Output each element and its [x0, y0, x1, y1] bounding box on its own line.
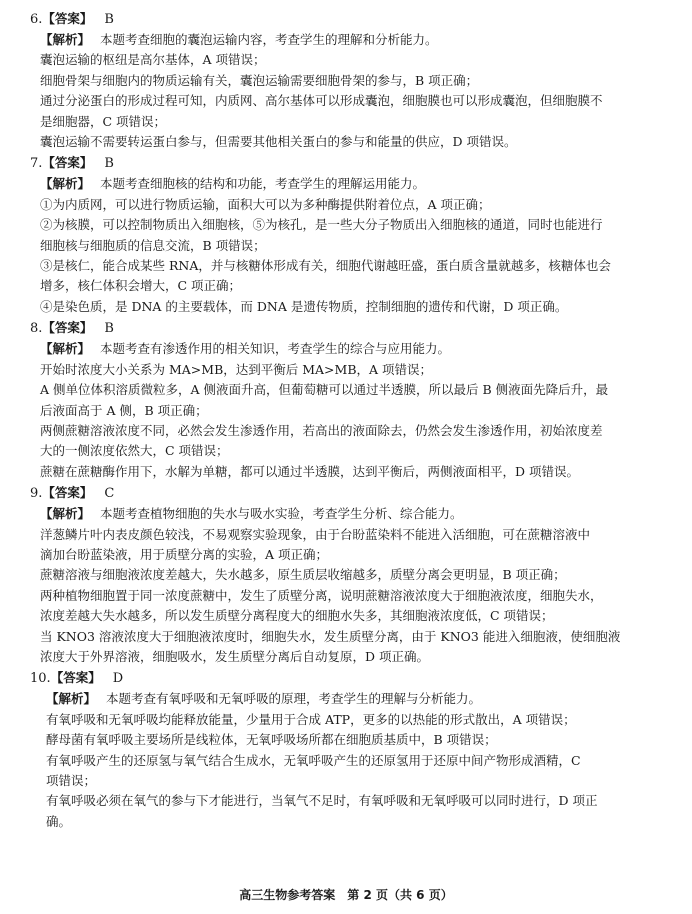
analysis-text: 滴加台盼蓝染液，用于质壁分离的实验，A 项正确； [40, 546, 329, 562]
analysis-text: 大的一侧浓度依然大，C 项错误； [40, 443, 229, 459]
question-number: 6. [30, 12, 43, 27]
question-8 [30, 317, 670, 482]
analysis-text: 后液面高于 A 侧，B 项正确； [40, 402, 208, 418]
analysis-text: 有氧呼吸必须在氧气的参与下才能进行，当氧气不足时，有氧呼吸和无氧呼吸可以同时进行，D 项正 [46, 793, 598, 809]
analysis-tag: 【解析】 [40, 341, 91, 357]
analysis-text: 囊泡运输的枢纽是高尔基体，A 项错误； [40, 52, 266, 68]
question-10 [30, 667, 670, 832]
analysis-text: 本题考查细胞核的结构和功能，考查学生的理解运用能力。 [100, 176, 426, 192]
analysis-tag: 【解析】 [40, 32, 91, 47]
analysis-text: 本题考查植物细胞的失水与吸水实验，考查学生分析、综合能力。 [100, 506, 463, 522]
analysis-tag: 【解析】 [40, 506, 91, 522]
analysis-text: 浓度差越大失水越多，所以发生质壁分离程度大的细胞水失多，其细胞液浓度低，C 项错误； [40, 608, 554, 624]
answer-tag: 【答案】 [50, 670, 101, 686]
analysis-text: A 侧单位体积溶质微粒多，A 侧液面升高，但葡萄糖可以通过半透膜，所以最后 B 侧液面先降后升，最 [40, 382, 609, 398]
analysis-text: 蔗糖溶液与细胞液浓度差越大，失水越多，原生质层收缩越多，质壁分离会更明显，B 项正确； [40, 567, 566, 583]
question-number: 9. [30, 486, 43, 502]
answer-value: C [104, 486, 115, 502]
analysis-text: 有氧呼吸产生的还原氢与氧气结合生成水，无氧呼吸产生的还原氢用于还原中间产物形成酒精，C [46, 752, 581, 768]
question-7 [30, 152, 670, 317]
question-number: 8. [30, 321, 43, 337]
analysis-text: 细胞骨架与细胞内的物质运输有关，囊泡运输需要细胞骨架的参与，B 项正确； [40, 72, 479, 88]
analysis-text: 项错误； [46, 773, 97, 788]
answer-value: B [104, 156, 114, 172]
analysis-text: ②为核膜，可以控制物质出入细胞核，⑤为核孔，是一些大分子物质出入细胞核的通道，同时也能进行 [40, 217, 603, 233]
analysis-text: ①为内质网，可以进行物质运输，面积大可以为多种酶提供附着位点，A 项正确； [40, 196, 491, 212]
question-6-header [30, 8, 670, 30]
analysis-text: 本题考查细胞的囊泡运输内容，考查学生的理解和分析能力。 [100, 32, 438, 47]
analysis-line [30, 504, 670, 524]
question-9 [30, 482, 670, 667]
answer-value: D [112, 671, 124, 687]
analysis-text: 增多，核仁体积会增大，C 项正确； [40, 278, 242, 294]
analysis-text: 本题考查有氧呼吸和无氧呼吸的原理，考查学生的理解与分析能力。 [106, 691, 482, 707]
analysis-text: 是细胞器，C 项错误； [40, 113, 167, 129]
question-7-header [30, 152, 670, 174]
answer-tag: 【答案】 [42, 485, 93, 501]
question-9-header [30, 482, 670, 504]
analysis-text: 通过分泌蛋白的形成过程可知，内质网、高尔基体可以形成囊泡，细胞膜也可以形成囊泡，但细胞膜不 [40, 93, 603, 109]
answer-tag: 【答案】 [42, 155, 93, 171]
analysis-line [30, 30, 670, 50]
analysis-tag: 【解析】 [46, 691, 97, 707]
analysis-text: 开始时浓度大小关系为 MA>MB，达到平衡后 MA>MB，A 项错误； [40, 361, 433, 377]
question-8-header [30, 317, 670, 339]
analysis-text: 两侧蔗糖溶液浓度不同，必然会发生渗透作用，若高出的液面除去，仍然会发生渗透作用，初始浓度差 [40, 422, 603, 438]
answer-value: B [104, 12, 114, 27]
analysis-text: 细胞核与细胞质的信息交流，B 项错误； [40, 237, 266, 253]
analysis-text: 有氧呼吸和无氧呼吸均能释放能量，少量用于合成 ATP，更多的以热能的形式散出，A 项错误； [46, 711, 576, 727]
analysis-text: 囊泡运输不需要转运蛋白参与，但需要其他相关蛋白的参与和能量的供应，D 项错误。 [40, 134, 517, 150]
analysis-text: 蔗糖在蔗糖酶作用下，水解为单糖，都可以通过半透膜，达到平衡后，两侧液面相平，D 项错误。 [40, 463, 579, 479]
answer-value: B [104, 321, 114, 337]
analysis-text: 浓度大于外界溶液，细胞吸水，发生质壁分离后自动复原，D 项正确。 [40, 648, 429, 664]
question-number: 7. [30, 156, 43, 172]
answer-tag: 【答案】 [42, 11, 93, 26]
question-10-header [30, 667, 670, 689]
analysis-tag: 【解析】 [40, 176, 91, 192]
analysis-text: 酵母菌有氧呼吸主要场所是线粒体，无氧呼吸场所都在细胞质基质中，B 项错误； [46, 732, 497, 748]
analysis-text: 确。 [46, 813, 72, 829]
analysis-text: 洋葱鳞片叶内表皮颜色较浅，不易观察实验现象，由于台盼蓝染料不能进入活细胞，可在蔗糖溶液中 [40, 526, 591, 542]
analysis-text: ③是核仁，能合成某些 RNA，并与核糖体形成有关，细胞代谢越旺盛，蛋白质含量就越多，核糖体也会 [40, 258, 611, 274]
analysis-text: 本题考查有渗透作用的相关知识，考查学生的综合与应用能力。 [100, 341, 451, 357]
analysis-line [30, 174, 670, 194]
question-number: 10. [30, 671, 51, 687]
analysis-text: ④是染色质，是 DNA 的主要载体，而 DNA 是遗传物质，控制细胞的遗传和代谢，D 项正确。 [40, 298, 568, 314]
answer-tag: 【答案】 [42, 320, 93, 336]
page-footer: 高三生物参考答案 第 2 页（共 6 页） [239, 888, 453, 902]
analysis-line [30, 339, 670, 359]
answer-page [30, 8, 670, 832]
analysis-text: 两种植物细胞置于同一浓度蔗糖中，发生了质壁分离，说明蔗糖溶液浓度大于细胞液浓度，细胞失水， [40, 587, 603, 603]
question-6 [30, 8, 670, 152]
analysis-text: 当 KNO3 溶液浓度大于细胞液浓度时，细胞失水，发生质壁分离，由于 KNO3 能进入细胞液，使细胞液 [40, 628, 621, 644]
analysis-line [30, 689, 670, 709]
